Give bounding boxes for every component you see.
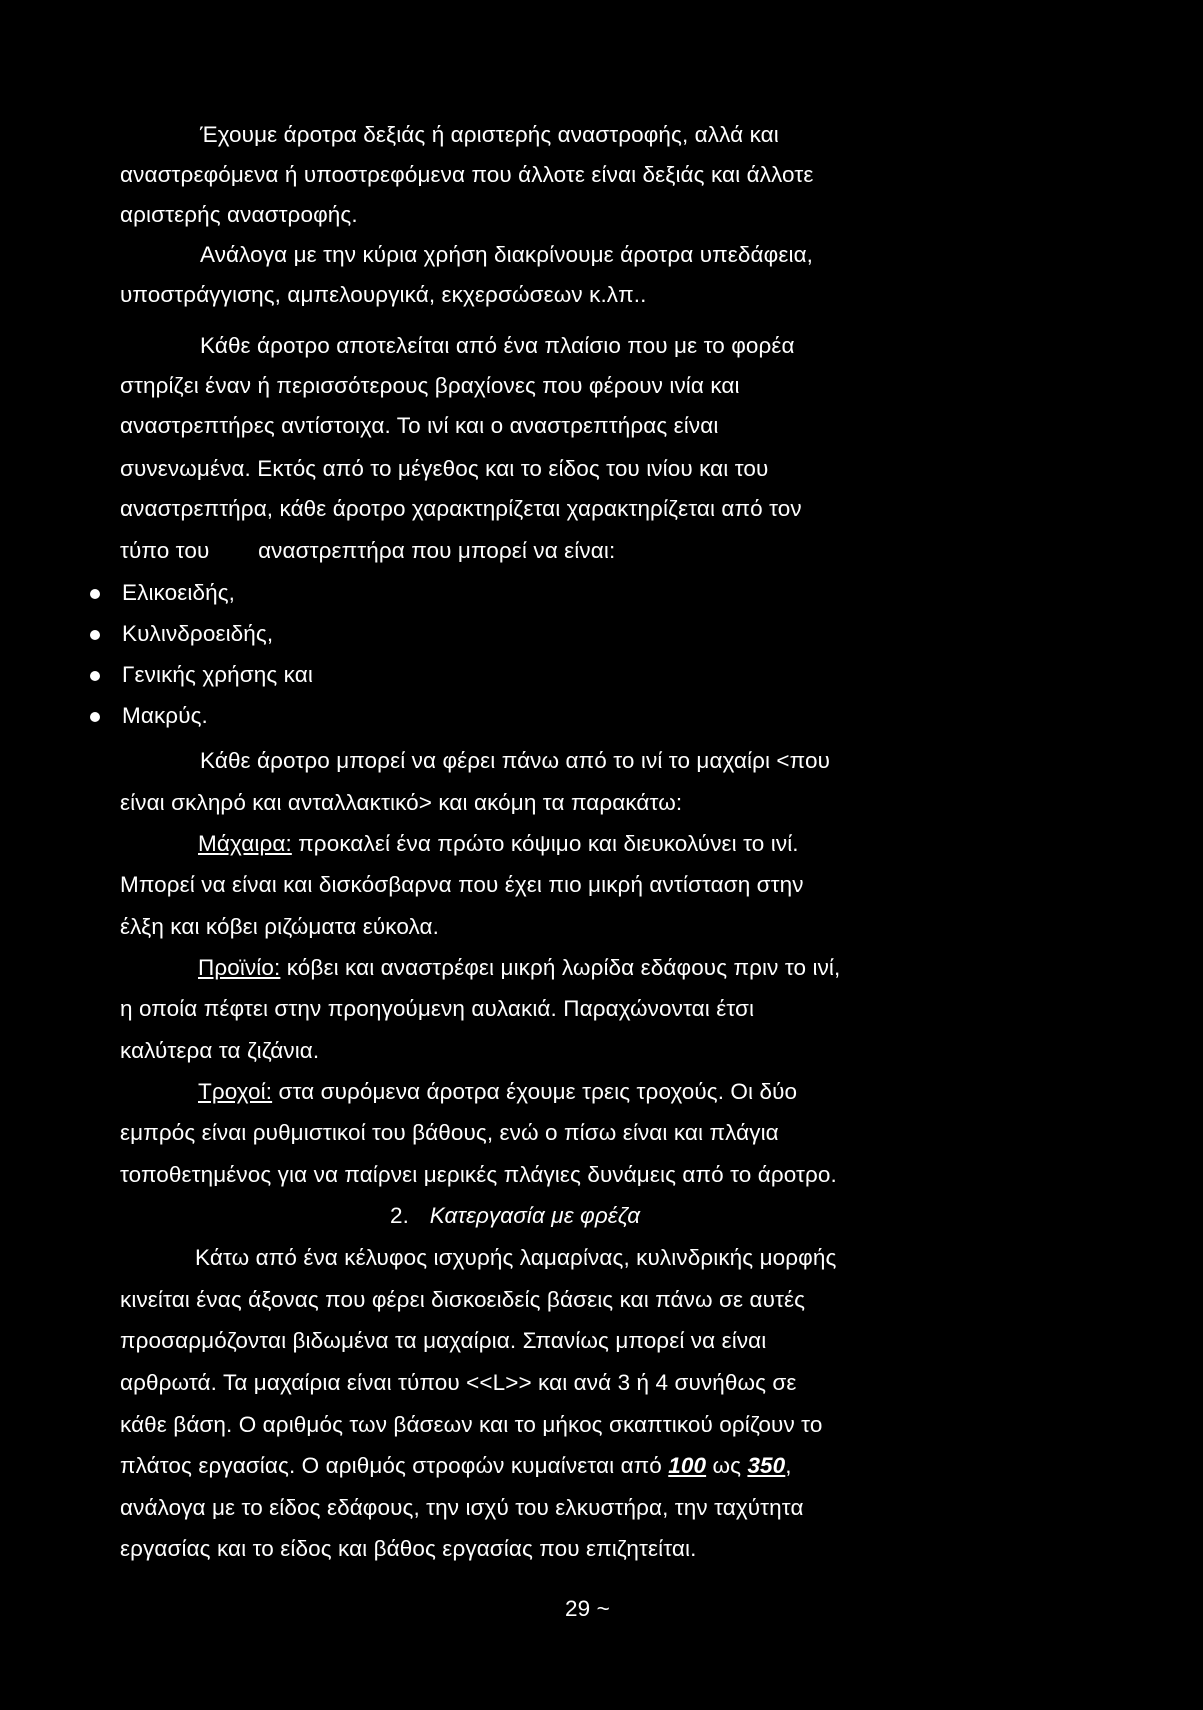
paragraph-line: τοποθετημένος για να παίρνει μερικές πλάγιες δυνάμεις από το άροτρο. bbox=[120, 1162, 837, 1187]
bullet-dot bbox=[90, 630, 100, 640]
paragraph-line-part: , bbox=[785, 1453, 792, 1478]
paragraph-line: Μπορεί να είναι και δισκόσβαρνα που έχει πιο μικρή αντίσταση στην bbox=[120, 872, 804, 897]
term-trochoi: Τροχοί: bbox=[198, 1079, 273, 1104]
paragraph-line: καλύτερα τα ζιζάνια. bbox=[120, 1038, 320, 1063]
paragraph-line: προσαρμόζονται βιδωμένα τα μαχαίρια. Σπανίως μπορεί να είναι bbox=[120, 1328, 767, 1353]
paragraph-line: στηρίζει έναν ή περισσότερους βραχίονες που φέρουν ινία και bbox=[120, 373, 740, 398]
paragraph-line bbox=[120, 1455, 792, 1478]
paragraph-line-part: αναστρεπτήρα που μπορεί να είναι: bbox=[258, 538, 616, 563]
section-title: Κατεργασία με φρέζα bbox=[429, 1203, 641, 1228]
paragraph-line: αναστρεπτήρα, κάθε άροτρο χαρακτηρίζεται χαρακτηρίζεται από τον bbox=[120, 496, 802, 521]
bullet-item: Γενικής χρήσης και bbox=[122, 662, 313, 687]
paragraph-line: Κάθε άροτρο αποτελείται από ένα πλαίσιο που με το φορέα bbox=[200, 333, 795, 358]
bullet-dot bbox=[90, 589, 100, 599]
paragraph-line-part: κόβει και αναστρέφει μικρή λωρίδα εδάφους πριν το ινί, bbox=[280, 955, 841, 980]
paragraph-line-part: στα συρόμενα άροτρα έχουμε τρεις τροχούς. Οι δύο bbox=[272, 1079, 798, 1104]
rpm-min-value: 100 bbox=[668, 1453, 707, 1478]
rpm-max-value: 350 bbox=[747, 1453, 786, 1478]
paragraph-line: συνενωμένα. Εκτός από το μέγεθος και το είδος του ινίου και του bbox=[120, 456, 769, 481]
paragraph-line: κινείται ένας άξονας που φέρει δισκοειδείς βάσεις και πάνω σε αυτές bbox=[120, 1287, 806, 1312]
page-number: 29 ~ bbox=[565, 1596, 610, 1621]
section-heading bbox=[390, 1205, 640, 1228]
paragraph-line bbox=[198, 957, 840, 980]
paragraph-line: Κάθε άροτρο μπορεί να φέρει πάνω από το ινί το μαχαίρι <που bbox=[200, 748, 830, 773]
paragraph-line: έλξη και κόβει ριζώματα εύκολα. bbox=[120, 914, 439, 939]
paragraph-line: εργασίας και το είδος και βάθος εργασίας που επιζητείται. bbox=[120, 1536, 697, 1561]
paragraph-line bbox=[198, 833, 799, 856]
bullet-item: Ελικοειδής, bbox=[122, 580, 236, 605]
paragraph-line: υποστράγγισης, αμπελουργικά, εκχερσώσεων κ.λπ.. bbox=[120, 282, 647, 307]
paragraph-line: είναι σκληρό και ανταλλακτικό> και ακόμη τα παρακάτω: bbox=[120, 790, 683, 815]
term-proinio: Προϊνίο: bbox=[198, 955, 281, 980]
paragraph-line: ανάλογα με το είδος εδάφους, την ισχύ του ελκυστήρα, την ταχύτητα bbox=[120, 1495, 804, 1520]
paragraph-line bbox=[198, 1081, 797, 1104]
paragraph-line-part: ως bbox=[706, 1453, 748, 1478]
paragraph-line bbox=[120, 540, 615, 563]
paragraph-line: εμπρός είναι ρυθμιστικοί του βάθους, ενώ ο πίσω είναι και πλάγια bbox=[120, 1120, 779, 1145]
paragraph-line: Κάτω από ένα κέλυφος ισχυρής λαμαρίνας, κυλινδρικής μορφής bbox=[195, 1245, 837, 1270]
paragraph-line: Ανάλογα με την κύρια χρήση διακρίνουμε άροτρα υπεδάφεια, bbox=[200, 242, 814, 267]
bullet-dot bbox=[90, 671, 100, 681]
bullet-item: Κυλινδροειδής, bbox=[122, 621, 274, 646]
paragraph-line-part: προκαλεί ένα πρώτο κόψιμο και διευκολύνει το ινί. bbox=[291, 831, 799, 856]
paragraph-line: Έχουμε άροτρα δεξιάς ή αριστερής αναστροφής, αλλά και bbox=[200, 122, 779, 147]
section-number: 2. bbox=[390, 1203, 409, 1228]
paragraph-line: αρθρωτά. Τα μαχαίρια είναι τύπου <<L>> και ανά 3 ή 4 συνήθως σε bbox=[120, 1370, 797, 1395]
paragraph-line: η οποία πέφτει στην προηγούμενη αυλακιά. Παραχώνονται έτσι bbox=[120, 996, 755, 1021]
paragraph-line-part: πλάτος εργασίας. Ο αριθμός στροφών κυμαίνεται από bbox=[120, 1453, 669, 1478]
bullet-dot bbox=[90, 712, 100, 722]
paragraph-line: αναστρεφόμενα ή υποστρεφόμενα που άλλοτε είναι δεξιάς και άλλοτε bbox=[120, 162, 814, 187]
paragraph-line: αναστρεπτήρες αντίστοιχα. Το ινί και ο αναστρεπτήρας είναι bbox=[120, 413, 719, 438]
bullet-item: Μακρύς. bbox=[122, 703, 208, 728]
term-machaira: Μάχαιρα: bbox=[198, 831, 292, 856]
paragraph-line: αριστερής αναστροφής. bbox=[120, 202, 358, 227]
paragraph-line-part: τύπο του bbox=[120, 538, 210, 563]
paragraph-line: κάθε βάση. Ο αριθμός των βάσεων και το μήκος σκαπτικού ορίζουν το bbox=[120, 1412, 823, 1437]
